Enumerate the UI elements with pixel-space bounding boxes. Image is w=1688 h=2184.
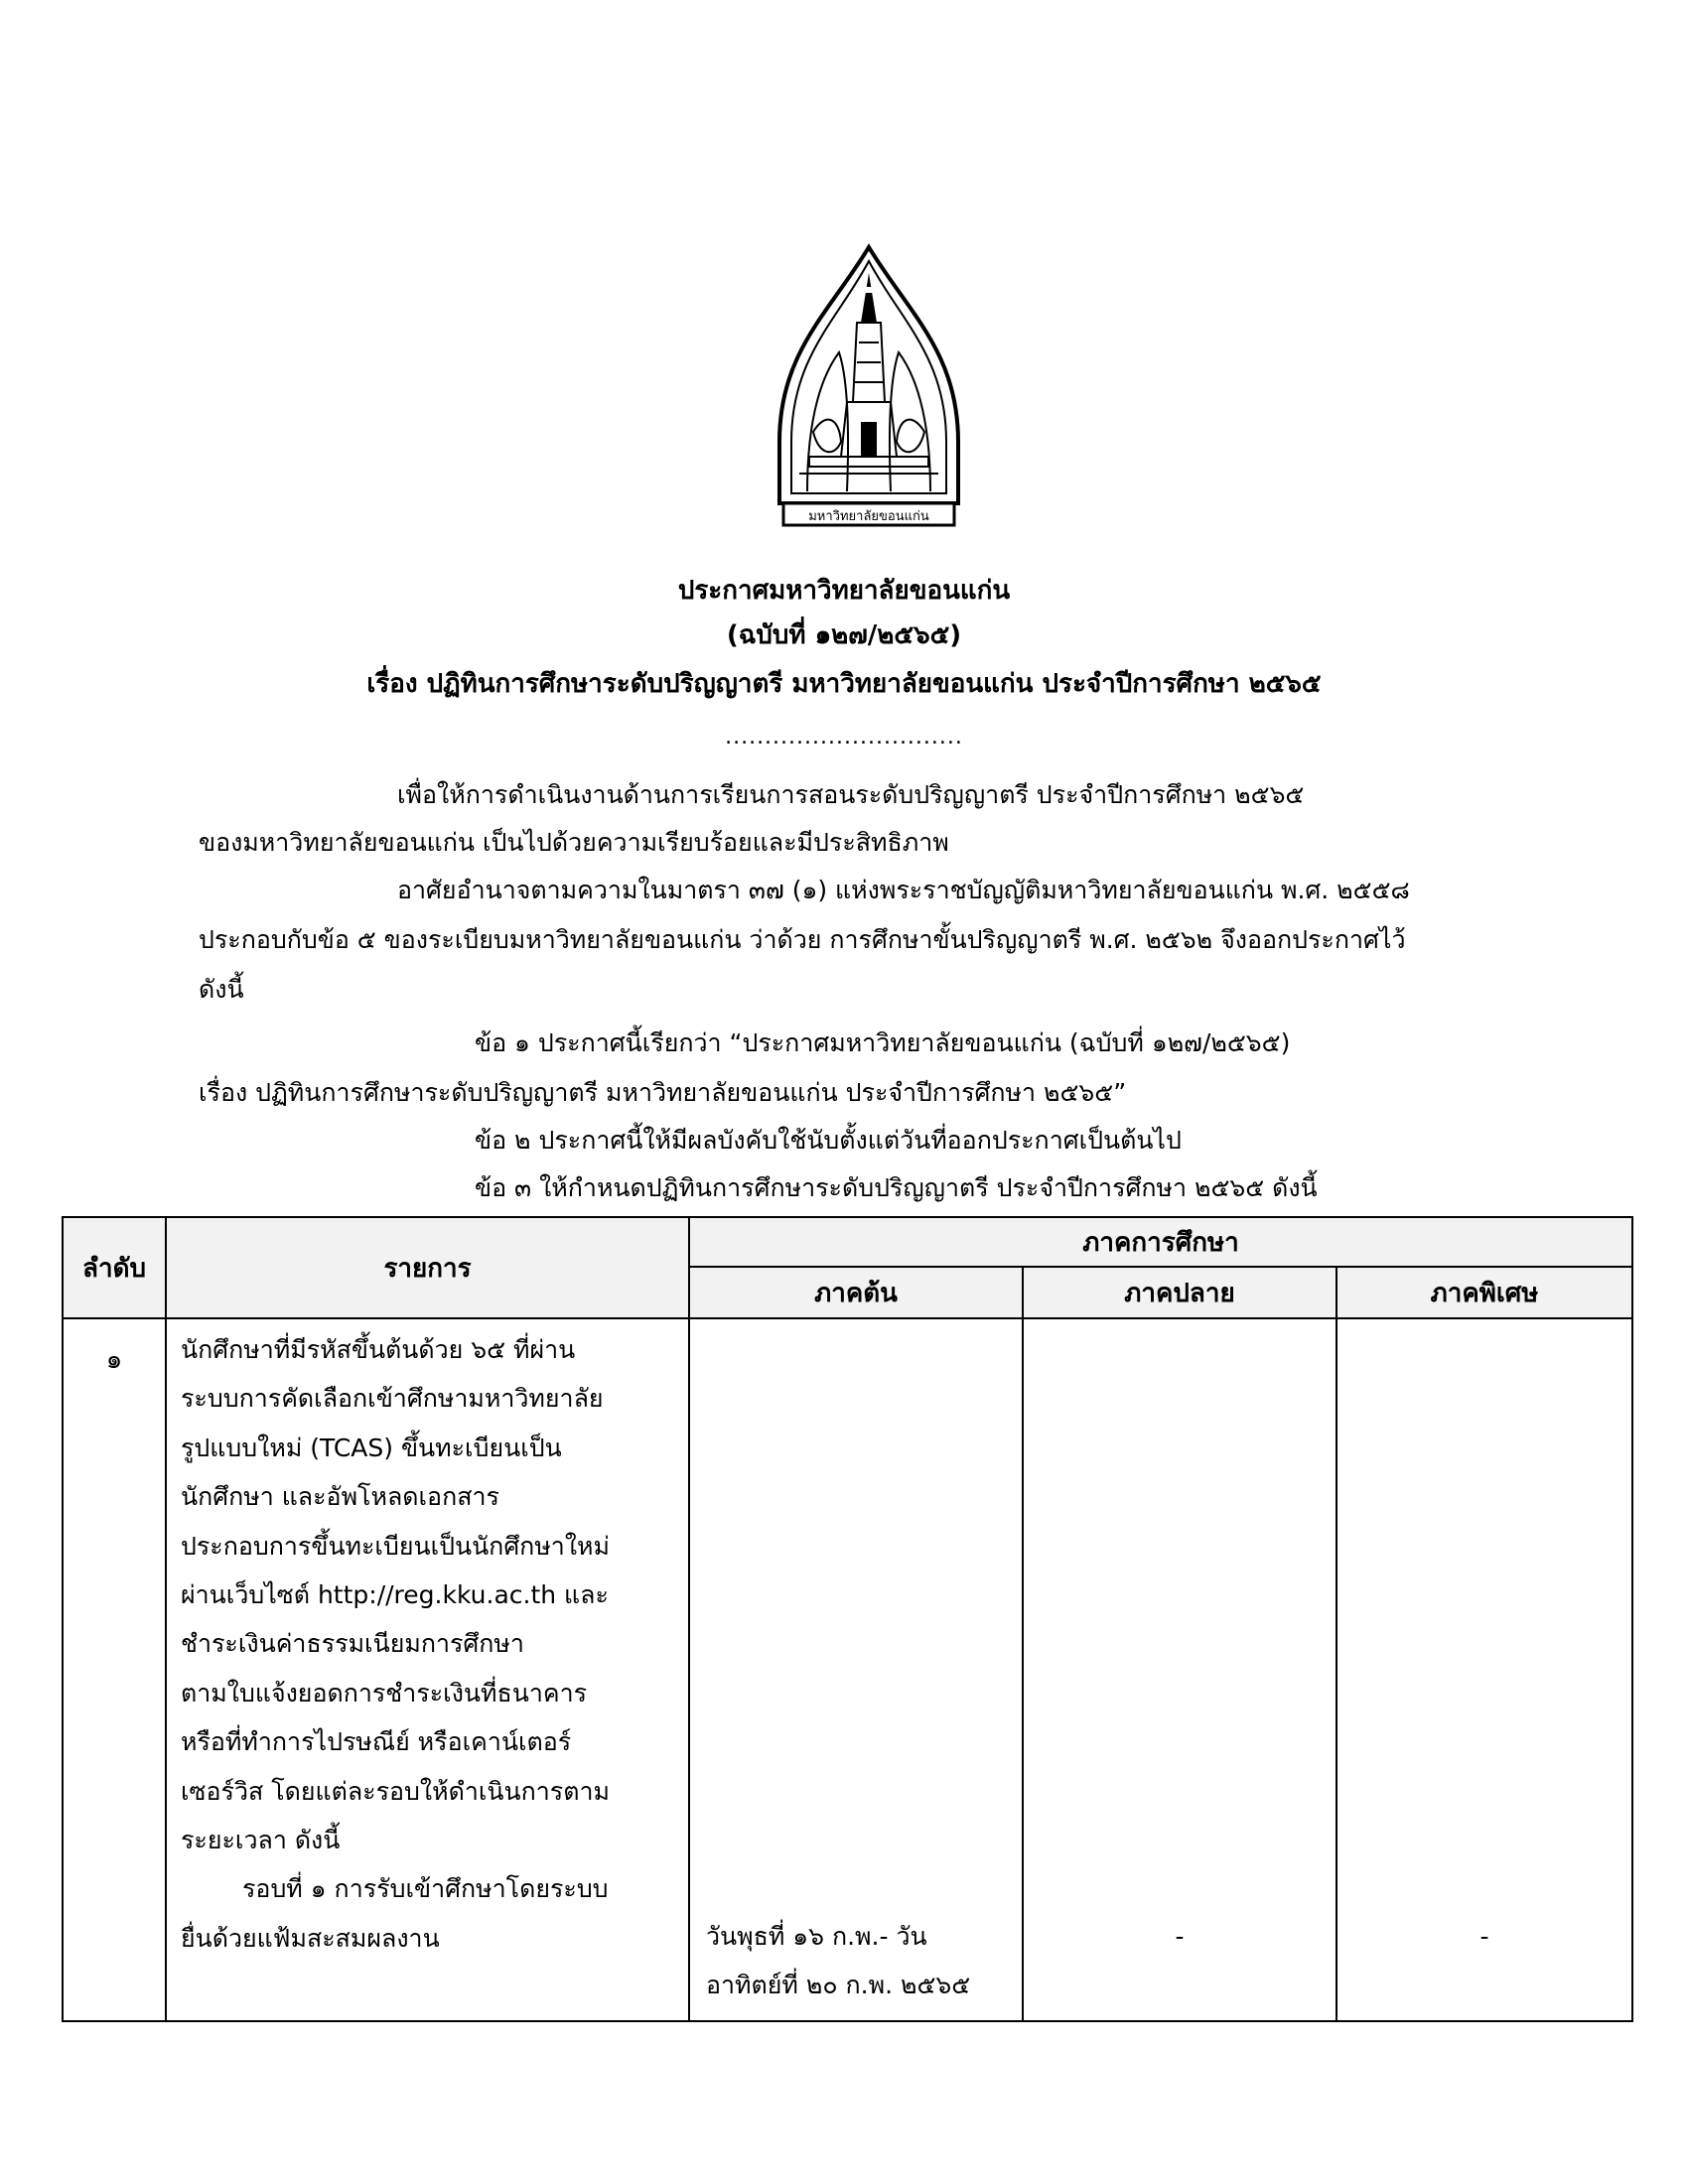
body-paragraph-2: ของมหาวิทยาลัยขอนแก่น เป็นไปด้วยความเรียบร้อยและมีประสิทธิภาพ (199, 828, 949, 857)
clause-2: ข้อ ๒ ประกาศนี้ให้มีผลบังคับใช้นับตั้งแต่วันที่ออกประกาศเป็นต้นไป (475, 1126, 1182, 1155)
header-sem3: ภาคพิเศษ (1336, 1267, 1632, 1318)
table-row (63, 1318, 1632, 2021)
item-line: ระยะเวลา ดังนี้ (181, 1826, 341, 1855)
header-sem1: ภาคต้น (689, 1267, 1023, 1318)
date-line: วันพุธที่ ๑๖ ก.พ.- วัน (706, 1922, 927, 1951)
item-line: นักศึกษา และอัพโหลดเอกสาร (181, 1482, 499, 1512)
university-logo (770, 243, 968, 531)
clause-3: ข้อ ๓ ให้กำหนดปฏิทินการศึกษาระดับปริญญาตรี ประจำปีการศึกษา ๒๕๖๕ ดังนี้ (475, 1173, 1318, 1202)
item-line: หรือที่ทำการไปรษณีย์ หรือเคาน์เตอร์ (181, 1727, 572, 1757)
item-line: เซอร์วิส โดยแต่ละรอบให้ดำเนินการตาม (181, 1776, 610, 1806)
separator: .............................. (725, 725, 963, 750)
item-line: ตามใบแจ้งยอดการชำระเงินที่ธนาคาร (181, 1678, 588, 1707)
clause-1-line-1: ข้อ ๑ ประกาศนี้เรียกว่า “ประกาศมหาวิทยาลัยขอนแก่น (ฉบับที่ ๑๒๗/๒๕๖๕) (475, 1028, 1291, 1057)
row-item (166, 1318, 689, 2021)
academic-calendar-table (62, 1216, 1633, 2022)
round-line: ยื่นด้วยแฟ้มสะสมผลงาน (181, 1923, 440, 1953)
clause-1-line-2: เรื่อง ปฏิทินการศึกษาระดับปริญญาตรี มหาวิทยาลัยขอนแก่น ประจำปีการศึกษา ๒๕๖๕” (199, 1078, 1127, 1107)
body-paragraph-1: เพื่อให้การดำเนินงานด้านการเรียนการสอนระดับปริญญาตรี ประจำปีการศึกษา ๒๕๖๕ (397, 780, 1305, 809)
sem2-value: - (1023, 1318, 1336, 2021)
item-line: ระบบการคัดเลือกเข้าศึกษามหาวิทยาลัย (181, 1384, 604, 1414)
sem1-date (689, 1318, 1023, 2021)
row-number: ๑ (63, 1318, 166, 2021)
sem3-value: - (1336, 1318, 1632, 2021)
body-paragraph-3: อาศัยอำนาจตามความในมาตรา ๓๗ (๑) แห่งพระราชบัญญัติมหาวิทยาลัยขอนแก่น พ.ศ. ๒๕๕๘ (397, 876, 1410, 904)
header-semester: ภาคการศึกษา (689, 1217, 1632, 1267)
body-paragraph-5: ดังนี้ (199, 975, 244, 1004)
item-line: ประกอบการขึ้นทะเบียนเป็นนักศึกษาใหม่ (181, 1531, 611, 1561)
round-line: รอบที่ ๑ การรับเข้าศึกษาโดยระบบ (242, 1874, 609, 1904)
date-line: อาทิตย์ที่ ๒๐ ก.พ. ๒๕๖๕ (706, 1971, 971, 1999)
item-line: รูปแบบใหม่ (TCAS) ขึ้นทะเบียนเป็น (181, 1433, 562, 1462)
header-sem2: ภาคปลาย (1023, 1267, 1336, 1318)
item-line: นักศึกษาที่มีรหัสขึ้นต้นด้วย ๖๕ ที่ผ่าน (181, 1335, 576, 1364)
logo-text: มหาวิทยาลัยขอนแก่น (808, 509, 929, 524)
item-line: ผ่านเว็บไซต์ http://reg.kku.ac.th และ (181, 1580, 609, 1610)
announcement-title: ประกาศมหาวิทยาลัยขอนแก่น (677, 576, 1011, 606)
header-item: รายการ (166, 1217, 689, 1318)
announcement-subject: เรื่อง ปฏิทินการศึกษาระดับปริญญาตรี มหาวิทยาลัยขอนแก่น ประจำปีการศึกษา ๒๕๖๕ (366, 669, 1322, 699)
header-no: ลำดับ (63, 1217, 166, 1318)
item-line: ชำระเงินค่าธรรมเนียมการศึกษา (181, 1629, 524, 1659)
body-paragraph-4: ประกอบกับข้อ ๕ ของระเบียบมหาวิทยาลัยขอนแก่น ว่าด้วย การศึกษาขั้นปริญญาตรี พ.ศ. ๒๕๖๒ จึงออกประกาศไว้ (199, 925, 1406, 954)
announcement-number: (ฉบับที่ ๑๒๗/๒๕๖๕) (726, 620, 962, 650)
